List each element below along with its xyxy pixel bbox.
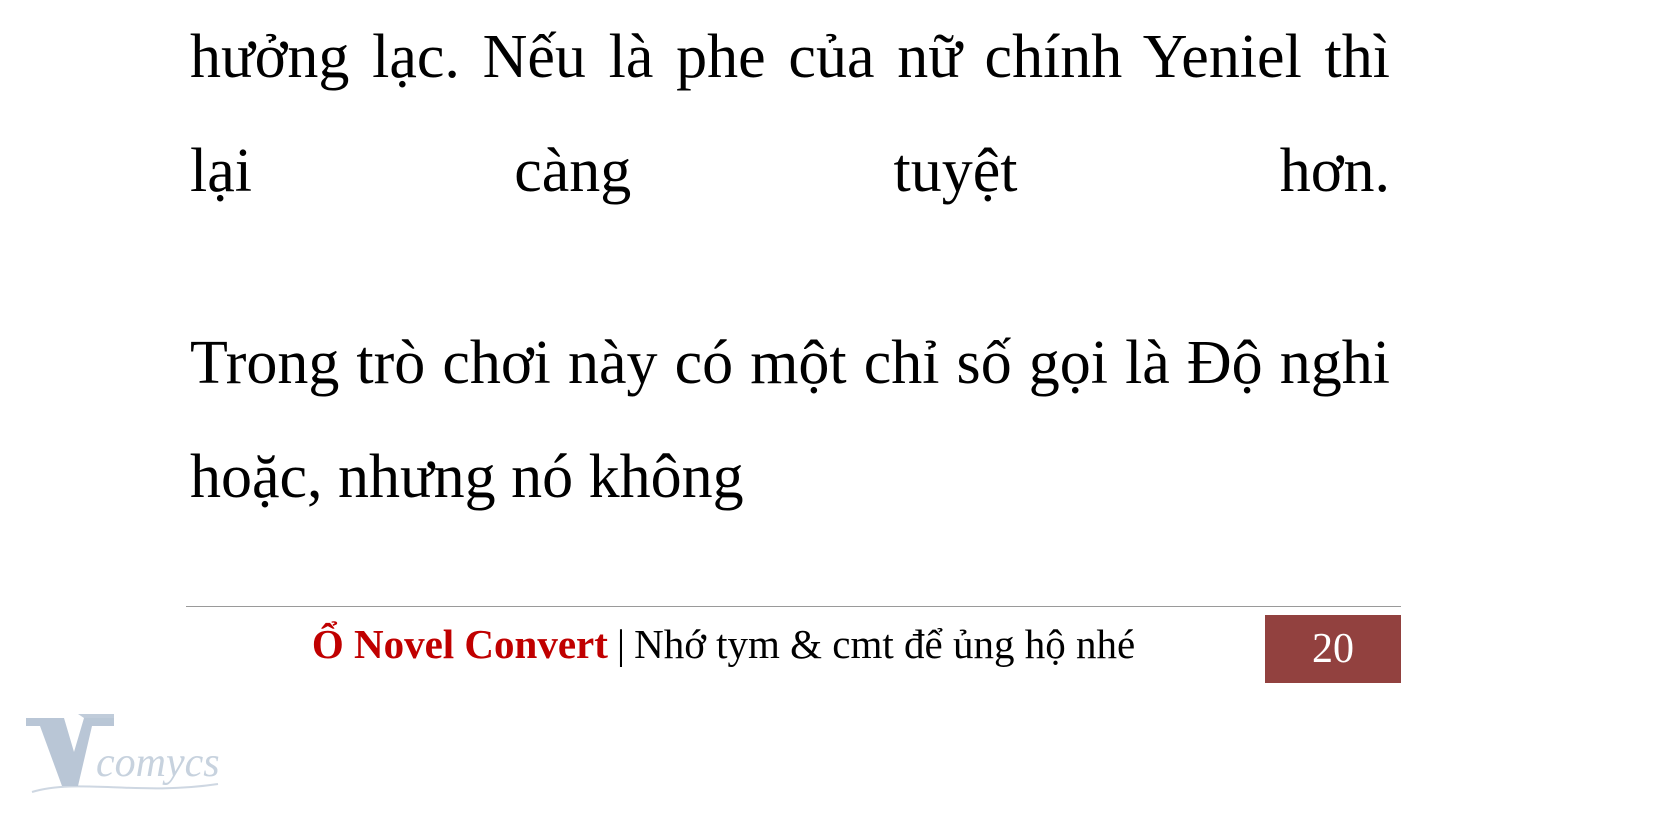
footer-brand-label: Ổ Novel Convert: [311, 621, 608, 667]
paragraph-1: hưởng lạc. Nếu là phe của nữ chính Yeniel thì lại càng tuyệt hơn.: [190, 23, 1390, 205]
vcomycs-watermark-logo: [18, 700, 258, 810]
footer-row: [186, 607, 1401, 681]
page-number-label: 20: [1312, 626, 1354, 672]
footer-credit: [186, 620, 1401, 668]
page-footer: [186, 606, 1401, 681]
paragraph-spacer: [190, 228, 1390, 306]
paragraph-2: Trong trò chơi này có một chỉ số gọi là Độ nghi hoặc, nhưng nó không: [190, 329, 1390, 511]
page-number-badge: [1265, 615, 1401, 683]
svg-text:comycs: comycs: [96, 740, 220, 786]
footer-note-label: Nhớ tym & cmt để ủng hộ nhé: [634, 621, 1136, 667]
body-text-block: [190, 0, 1390, 534]
footer-separator: |: [616, 621, 626, 667]
